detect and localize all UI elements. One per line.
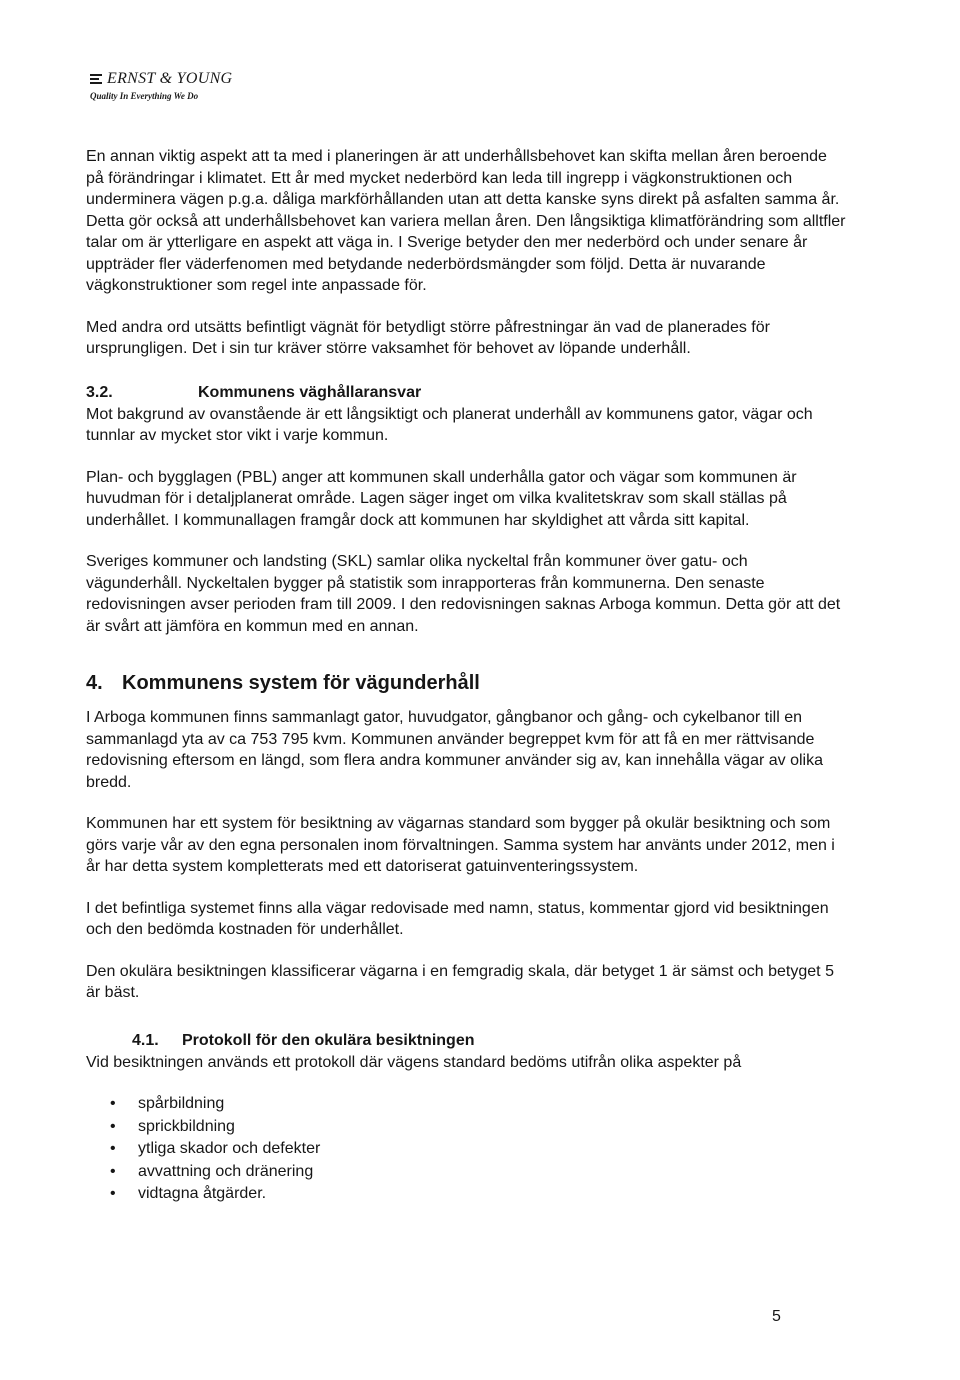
paragraph-climate: En annan viktig aspekt att ta med i planeringen är att underhållsbehovet kan skifta mellan åren beroende på förändringar i klimatet. Ett år med mycket nederbörd kan leda till ingrepp i vägkonstruktionen och underminera vägen p.g.a. dåliga markförhållanden utan att detta kanske syns direkt på asfalten samma år. Detta gör också att underhållsbehovet kan variera mellan åren. Den långsiktiga klimatförändring som alltfler talar om är ytterligare en aspekt att väga in. I Sverige betyder den mer nederbörd och under senare år uppträder fler väderfenomen med betydande nederbördsmängder som följd. Detta är nuvarande vägkonstruktioner som regel inte anpassade för.	[86, 148, 846, 294]
section-number: 4.	[86, 672, 103, 694]
paragraph-existing-system: I det befintliga systemet finns alla vägar redovisade med namn, status, kommentar gjord vid besiktningen och den bedömda kostnaden för underhållet.	[86, 899, 829, 938]
list-item: • vidtagna åtgärder.	[110, 1183, 846, 1206]
section-title: Kommunens väghållaransvar	[198, 383, 422, 401]
section-heading-3-2	[86, 382, 846, 404]
section-number: 3.2.	[86, 383, 113, 401]
aspect-list	[86, 1093, 846, 1206]
list-item: • sprickbildning	[110, 1116, 846, 1139]
section-title: Protokoll för den okulära besiktningen	[182, 1031, 475, 1049]
section-heading-4-1	[132, 1030, 846, 1052]
paragraph-grading-scale: Den okulära besiktningen klassificerar vägarna i en femgradig skala, där betyget 1 är sämst och betyget 5 är bäst.	[86, 962, 834, 1001]
page-number: 5	[772, 1308, 781, 1325]
paragraph-protocol: Vid besiktningen används ett protokoll där vägens standard bedöms utifrån olika aspekter på	[86, 1053, 742, 1071]
list-item: • avvattning och dränering	[110, 1161, 846, 1184]
section-heading-4	[86, 669, 846, 697]
section-title: Kommunens system för vägunderhåll	[122, 672, 480, 694]
paragraph-pressure: Med andra ord utsätts befintligt vägnät för betydligt större påfrestningar än vad de planerades för ursprungligen. Det i sin tur kräver större vaksamhet för behovet av löpande underhåll.	[86, 318, 770, 357]
paragraph-skl: Sveriges kommuner och landsting (SKL) samlar olika nyckeltal från kommuner över gatu- och vägunderhåll. Nyckeltalen bygger på statistik som inrapporteras från kommunerna. Den senaste redovisningen avser perioden fram till 2009. I den redovisningen saknas Arboga kommun. Detta gör att det är svårt att jämföra en kommun med en annan.	[86, 553, 841, 635]
document-body	[86, 146, 846, 1206]
company-logo	[90, 70, 232, 101]
paragraph-pbl: Plan- och bygglagen (PBL) anger att kommunen skall underhålla gator och vägar som kommunen är huvudman för i detaljplanerat område. Lagen säger inget om vilka kvalitetskrav som skall ställas på underhållet. I kommunallagen framgår dock att kommunen har skyldighet att vårda sitt kapital.	[86, 468, 797, 529]
paragraph-inspection-system: Kommunen har ett system för besiktning av vägarnas standard som bygger på okulär besiktning och som görs varje vår av den egna personalen inom förvaltningen. Samma system har använts under 2012, men i år har detta system kompletterats med ett datoriserat gatuinventeringssystem.	[86, 815, 835, 875]
list-item: • ytliga skador och defekter	[110, 1138, 846, 1161]
logo-mark-icon	[90, 73, 104, 85]
logo-tagline: Quality In Everything We Do	[90, 91, 199, 101]
section-number: 4.1.	[132, 1031, 159, 1049]
logo-text: ERNST & YOUNG	[107, 70, 233, 87]
paragraph-background: Mot bakgrund av ovanstående är ett långsiktigt och planerat underhåll av kommunens gator, vägar och tunnlar av mycket stor vikt i varje kommun.	[86, 405, 813, 444]
list-item: • spårbildning	[110, 1093, 846, 1116]
paragraph-area: I Arboga kommunen finns sammanlagt gator, huvudgator, gångbanor och gång- och cykelbanor till en sammanlagd yta av ca 753 795 kvm. Kommunen använder begreppet kvm för att få en mer rättvisande redovisning eftersom en längd, som flera andra kommuner använder sig av, kan innehålla vägar av olika bredd.	[86, 709, 823, 791]
